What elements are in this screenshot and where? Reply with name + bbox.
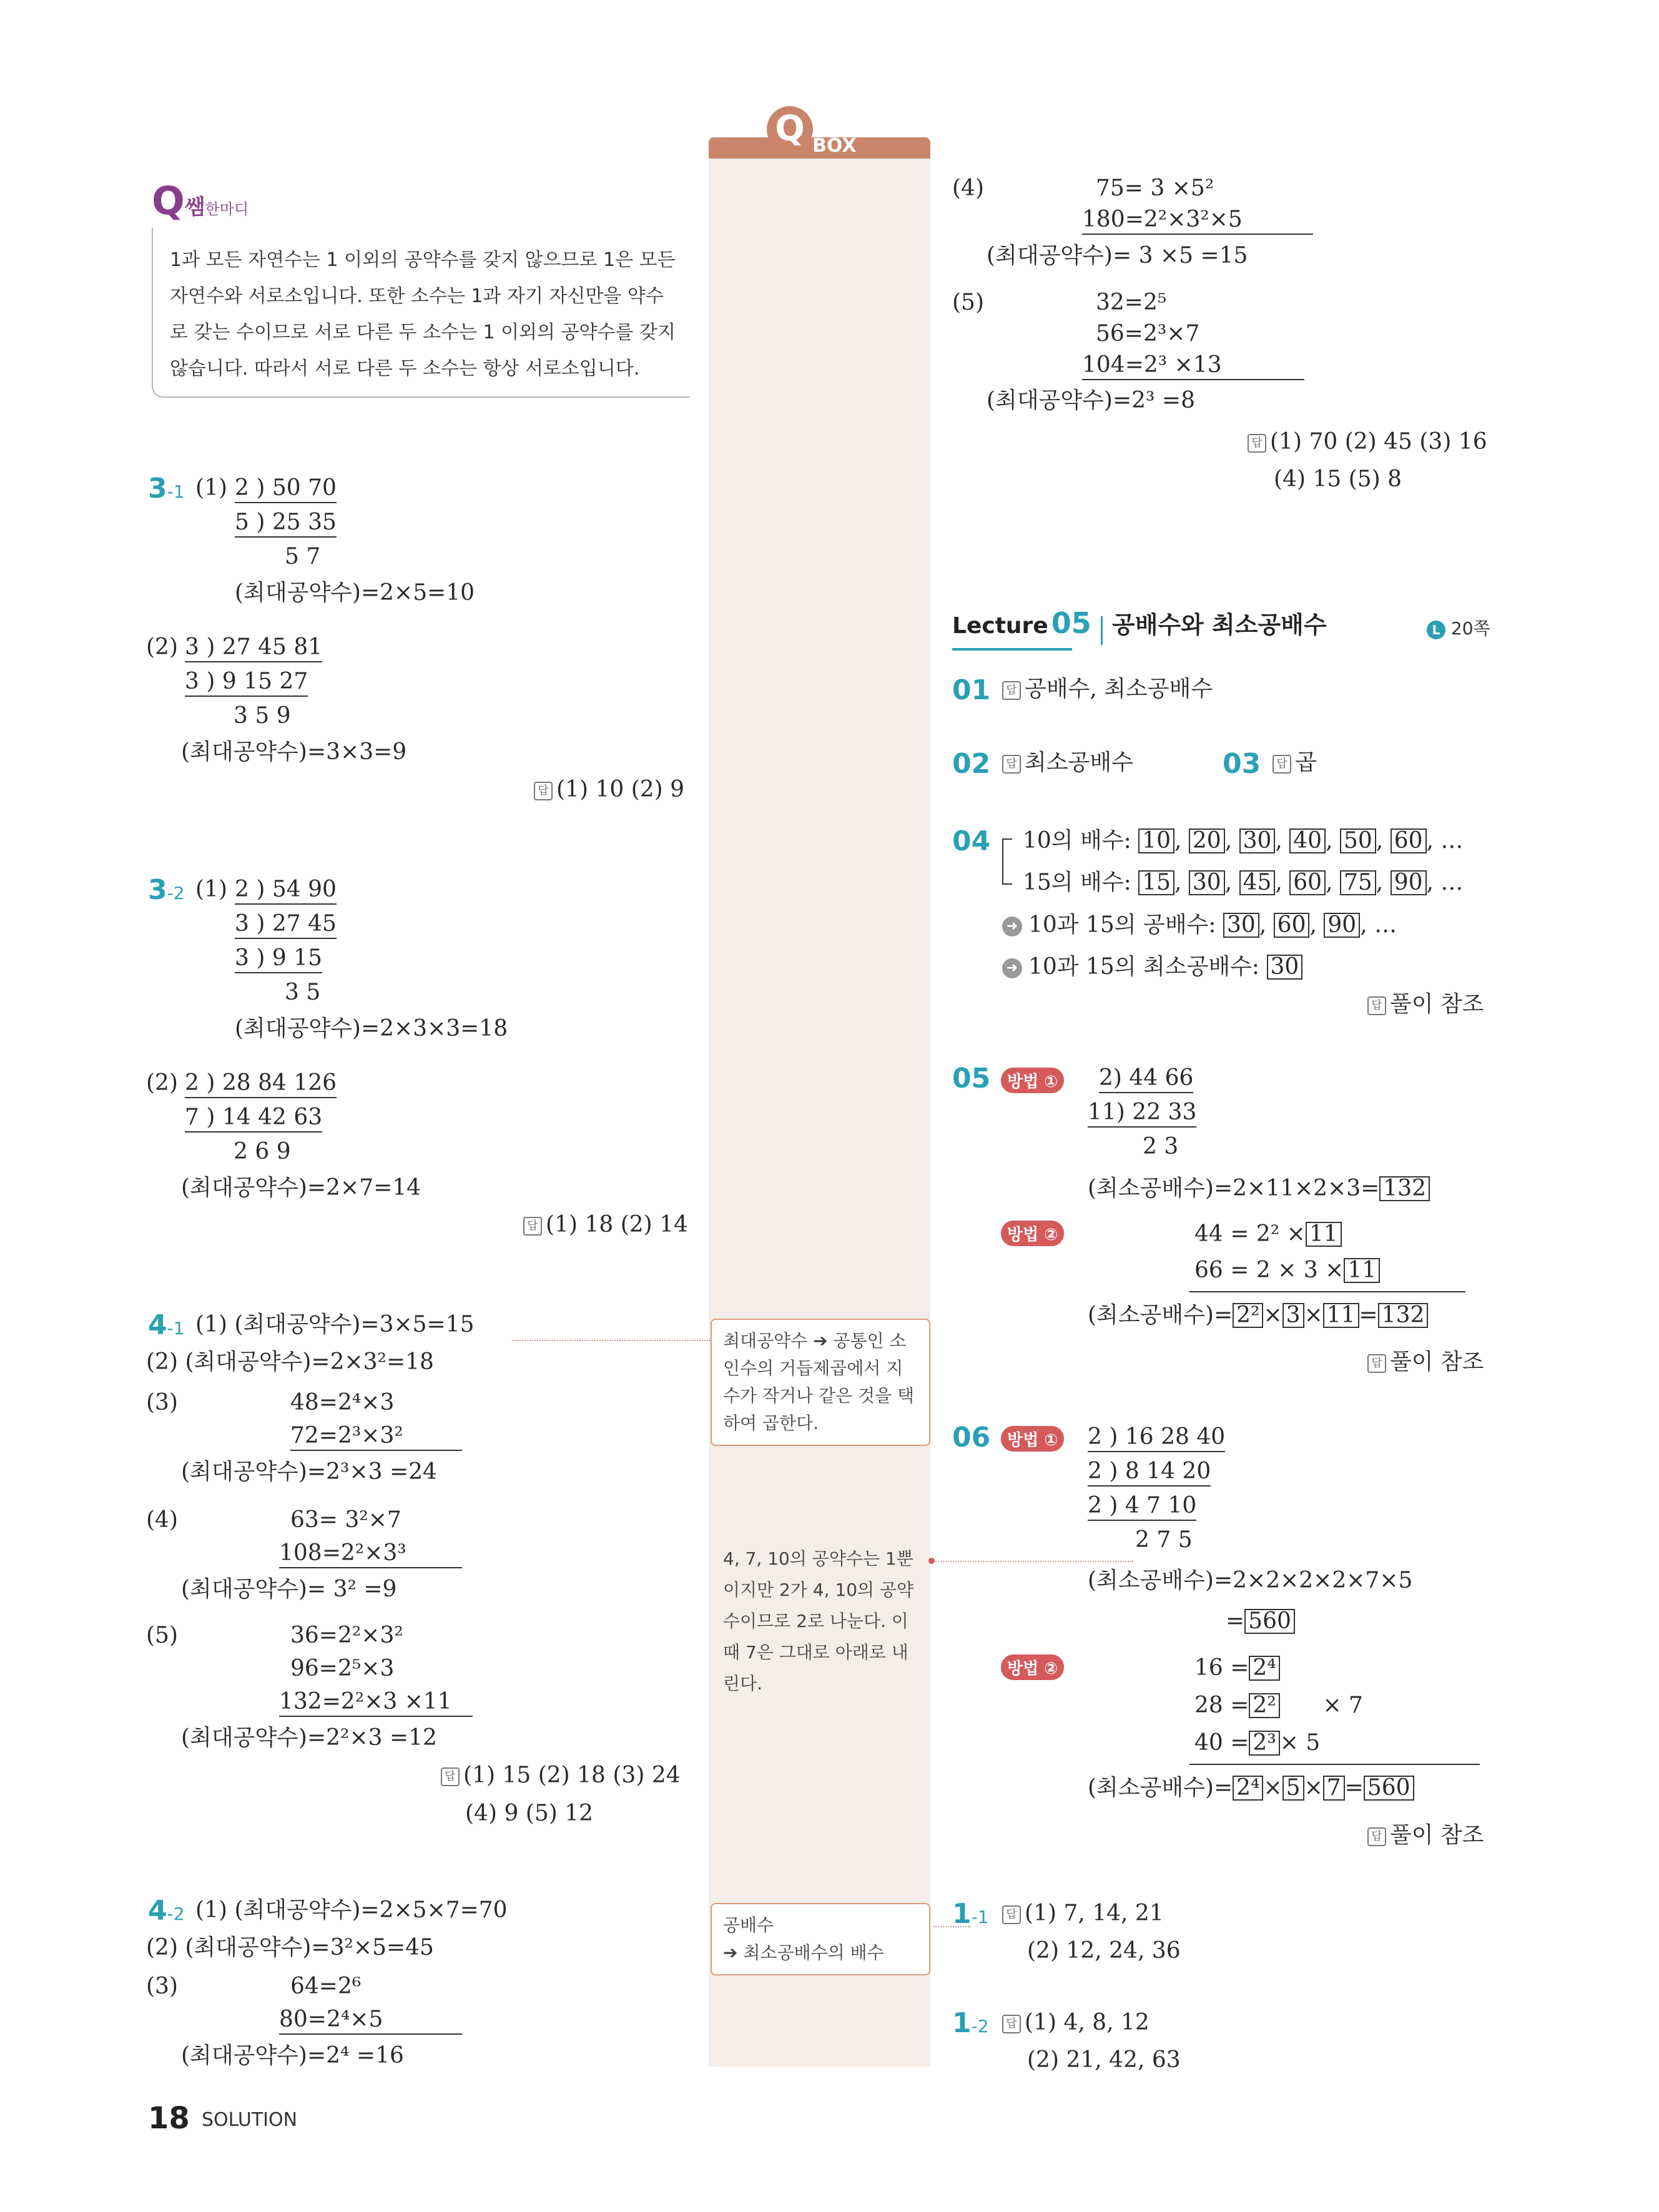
result-line: (최대공약수)= 3 ×5 =15 [987, 243, 1248, 268]
question-number: 05 [952, 1063, 991, 1094]
factor-line: 64=2⁶ [290, 1974, 362, 1999]
factor-line: 108=2²×3³ [279, 1540, 462, 1568]
factor-line: 56=2³×7 [1096, 321, 1200, 347]
division-row: 3 5 [285, 980, 321, 1005]
qsaem-line: 자연수와 서로소입니다. 또한 소수는 1과 자기 자신만을 약수 [170, 285, 664, 307]
qbox-note-common-multiple [711, 1903, 930, 1975]
answer-line: 답 (1) 7, 14, 21 [1002, 1900, 1164, 1927]
division-row: 3 ) 27 45 81 [185, 634, 322, 662]
qsaem-title [152, 178, 249, 224]
answer-line: 답 (1) 18 (2) 14 [523, 1211, 688, 1239]
result-line: (2) (최대공약수)=2×3²=18 [146, 1349, 434, 1375]
answer-icon: 답 [1248, 434, 1266, 453]
answer-line: 답 풀이 참조 [1367, 1822, 1484, 1849]
arrow-circle-icon: ➜ [1002, 958, 1022, 978]
answer-icon: 답 [523, 1217, 542, 1236]
division-row: 5 7 [285, 544, 321, 569]
result-line: (1) (최대공약수)=2×5×7=70 [195, 1897, 508, 1923]
question-number: 01 [952, 674, 991, 706]
answer-line: 답 풀이 참조 [1367, 991, 1484, 1018]
factor-line: 48=2⁴×3 [290, 1390, 395, 1415]
problem-number: 4-1 [148, 1309, 185, 1341]
division-row: 3 5 9 [234, 703, 291, 729]
result-line: (1) (최대공약수)=3×5=15 [195, 1312, 475, 1337]
answer-line: (2) 21, 42, 63 [1027, 2047, 1181, 2073]
division-row: 5 ) 25 35 [235, 509, 337, 538]
answer-line: 답 (1) 10 (2) 9 [534, 776, 684, 804]
lecture-underline [952, 648, 1072, 651]
division-row: 7 ) 14 42 63 [185, 1104, 322, 1133]
answer-line: (4) 9 (5) 12 [465, 1801, 594, 1826]
division-row: 2 ) 16 28 40 [1088, 1423, 1225, 1452]
multiples-15: 15의 배수: 15 , 30 , 45 , 60 , 75 , 90 , … [1023, 870, 1464, 895]
problem-number: 3-1 [148, 473, 185, 504]
answer-icon: 답 [1367, 996, 1386, 1015]
method-badge: 방법 ① [1001, 1426, 1064, 1452]
problem-label: (1) [195, 877, 227, 902]
lecture-divider [1101, 616, 1103, 645]
multiples-10: 10의 배수: 10 , 20 , 30 , 40 , 50 , 60 , … [1023, 828, 1464, 853]
result-line: (최대공약수)=2×7=14 [181, 1175, 421, 1201]
factor-line: 28 = 2² × 7 [1194, 1693, 1363, 1718]
problem-label: (4) [146, 1507, 178, 1533]
result-line: (최소공배수)=2×2×2×2×7×5 [1088, 1568, 1413, 1593]
method-badge: 방법 ② [1001, 1654, 1064, 1680]
question-number: 04 [952, 825, 991, 857]
page-number: 18 [148, 2101, 190, 2136]
problem-number: 4-2 [148, 1895, 185, 1927]
qbox-q: Q [767, 106, 813, 152]
answer-line: (2) 12, 24, 36 [1027, 1938, 1181, 1964]
result-line: (최대공약수)=2³×3 =24 [181, 1459, 437, 1485]
factor-line: 96=2⁵×3 [290, 1656, 395, 1681]
qsaem-title-q: Q [152, 178, 185, 224]
result-line: (최소공배수)= 2² × 3 × 11 = 132 [1088, 1302, 1428, 1329]
question-number: 02 [952, 748, 991, 780]
result-line: (최대공약수)= 3² =9 [181, 1576, 397, 1602]
lecture-word: Lecture [952, 613, 1048, 639]
division-row: 11) 22 33 [1088, 1099, 1196, 1128]
result-line: (최대공약수)=3×3=9 [181, 739, 407, 765]
result-line: (최대공약수)=2⁴ =16 [181, 2043, 404, 2068]
division-row: 2 6 9 [234, 1139, 291, 1164]
answer-line: 답 (1) 15 (2) 18 (3) 24 [441, 1762, 681, 1789]
division-row: 2 ) 28 84 126 [185, 1069, 337, 1098]
rule-line [1189, 1291, 1465, 1292]
factor-line: 44 = 2² × 11 [1194, 1221, 1342, 1248]
result-line: (최소공배수)=2×11×2×3= 132 [1088, 1175, 1430, 1202]
problem-label: (5) [146, 1623, 178, 1648]
factor-line: 75= 3 ×5² [1096, 175, 1214, 201]
qsaem-title-saem: 쌤 [184, 195, 205, 220]
answer-icon: 답 [1002, 2015, 1021, 2033]
problem-label: (3) [146, 1974, 178, 1999]
division-row: 3 ) 9 15 [235, 945, 322, 973]
answer-icon: 답 [1002, 755, 1021, 774]
lecture-header [952, 606, 1327, 645]
factor-line: 36=2²×3² [290, 1623, 403, 1648]
answer-icon: 답 [1273, 755, 1291, 774]
answer-icon: 답 [1002, 681, 1021, 700]
division-row: 3 ) 27 45 [235, 910, 337, 939]
division-row: 2 ) 54 90 [235, 876, 337, 905]
method-badge: 방법 ① [1001, 1068, 1064, 1093]
factor-line: 63= 3²×7 [290, 1507, 401, 1533]
rule-line [1189, 1764, 1480, 1765]
result-line: (최대공약수)=2×5=10 [235, 580, 475, 606]
qsaem-line: 않습니다. 따라서 서로 다른 두 소수는 항상 서로소입니다. [170, 358, 640, 380]
factor-line: 16 = 2⁴ [1194, 1654, 1280, 1682]
result-line: (2) (최대공약수)=3²×5=45 [146, 1935, 434, 1960]
result-line: (최대공약수)=2³ =8 [987, 388, 1195, 413]
division-row: 2 ) 50 70 [235, 474, 337, 503]
factor-line: 132=2²×3 ×11 [279, 1688, 473, 1717]
lecture-ref [1427, 615, 1490, 640]
answer-line: 답 최소공배수 [1002, 749, 1133, 777]
qsaem-line: 1과 모든 자연수는 1 이외의 공약수를 갖지 않으므로 1은 모든 [170, 249, 676, 271]
division-row: 2 7 5 [1135, 1527, 1193, 1553]
answer-line: 답 (1) 4, 8, 12 [1002, 2009, 1149, 2037]
problem-number: 1-2 [952, 2007, 989, 2039]
division-row: 2 ) 8 14 20 [1088, 1458, 1211, 1487]
qbox-note-gcd: 최대공약수 ➔ 공통인 소인수의 거듭제곱에서 지수가 작거나 같은 것을 택하여 곱한다. [711, 1319, 930, 1446]
division-row: 2) 44 66 [1099, 1064, 1193, 1093]
dot-marker [928, 1558, 935, 1564]
bracket [1002, 838, 1012, 885]
answer-icon: 답 [1002, 1905, 1021, 1924]
result-line: (최대공약수)=2×3×3=18 [235, 1016, 508, 1041]
result-line: (최대공약수)=2²×3 =12 [181, 1725, 437, 1751]
factor-line: 40 = 2³ × 5 [1194, 1730, 1321, 1756]
note-line: 공배수 [723, 1915, 774, 1935]
answer-icon: 답 [534, 782, 553, 800]
note-line: ➔ 최소공배수의 배수 [723, 1942, 884, 1963]
factor-line: 80=2⁴×5 [279, 2006, 462, 2035]
result-line: (최소공배수)= 2⁴ × 5 × 7 = 560 [1088, 1774, 1414, 1802]
answer-line: 답 공배수, 최소공배수 [1002, 676, 1213, 703]
qbox-note-divide: 4, 7, 10의 공약수는 1뿐이지만 2가 4, 10의 공약수이므로 2로 나눈다. 이때 7은 그대로 아래로 내린다. [723, 1548, 914, 1694]
dotted-leader [933, 1561, 1133, 1562]
qbox-column [709, 144, 930, 2067]
problem-label: (3) [146, 1390, 178, 1415]
answer-line: 답 (1) 70 (2) 45 (3) 16 [1248, 428, 1487, 456]
problem-label: (1) [195, 475, 227, 501]
factor-line: 180=2²×3²×5 [1082, 206, 1313, 235]
lecture-number: 05 [1051, 606, 1091, 640]
footer-label: SOLUTION [202, 2109, 298, 2131]
division-row: 2 ) 4 7 10 [1088, 1492, 1196, 1521]
problem-number: 1-1 [952, 1898, 989, 1930]
lecture-ref-page: 20쪽 [1450, 618, 1490, 639]
answer-line: (4) 15 (5) 8 [1274, 466, 1402, 492]
answer-line: 답 풀이 참조 [1367, 1349, 1484, 1376]
division-row: 2 3 [1143, 1134, 1179, 1159]
answer-icon: 답 [1367, 1354, 1386, 1373]
answer-icon: 답 [1367, 1827, 1386, 1846]
qbox-badge [767, 106, 860, 157]
problem-number: 3-2 [148, 874, 185, 906]
result-line: = 560 [1226, 1608, 1295, 1635]
factor-line: 66 = 2 × 3 × 11 [1194, 1257, 1380, 1284]
common-multiples: ➜ 10과 15의 공배수: 30 , 60 , 90 , … [1002, 912, 1397, 939]
qsaem-title-rest: 한마디 [205, 200, 249, 218]
lecture-ref-icon: L [1427, 621, 1445, 639]
answer-line: 답 곱 [1273, 749, 1317, 777]
lecture-title: 공배수와 최소공배수 [1112, 611, 1327, 639]
division-row: 3 ) 9 15 27 [185, 668, 308, 697]
qbox-label: BOX [812, 135, 857, 157]
arrow-circle-icon: ➜ [1002, 917, 1022, 936]
lcm-line: ➜ 10과 15의 최소공배수: 30 [1002, 953, 1302, 981]
problem-label: (5) [952, 290, 984, 315]
factor-line: 32=2⁵ [1096, 290, 1167, 315]
method-badge: 방법 ② [1001, 1221, 1064, 1246]
problem-label: (2) [146, 1070, 178, 1096]
qsaem-text [170, 242, 676, 387]
factor-line: 104=2³ ×13 [1082, 351, 1304, 380]
qsaem-line: 로 갖는 수이므로 서로 다른 두 소수는 1 이외의 공약수를 갖지 [170, 322, 676, 343]
answer-icon: 답 [441, 1767, 460, 1786]
problem-label: (2) [146, 634, 178, 660]
question-number: 06 [952, 1422, 991, 1453]
factor-line: 72=2³×3² [290, 1422, 462, 1451]
question-number: 03 [1223, 748, 1261, 780]
problem-label: (4) [952, 175, 984, 201]
dotted-leader [512, 1340, 711, 1341]
